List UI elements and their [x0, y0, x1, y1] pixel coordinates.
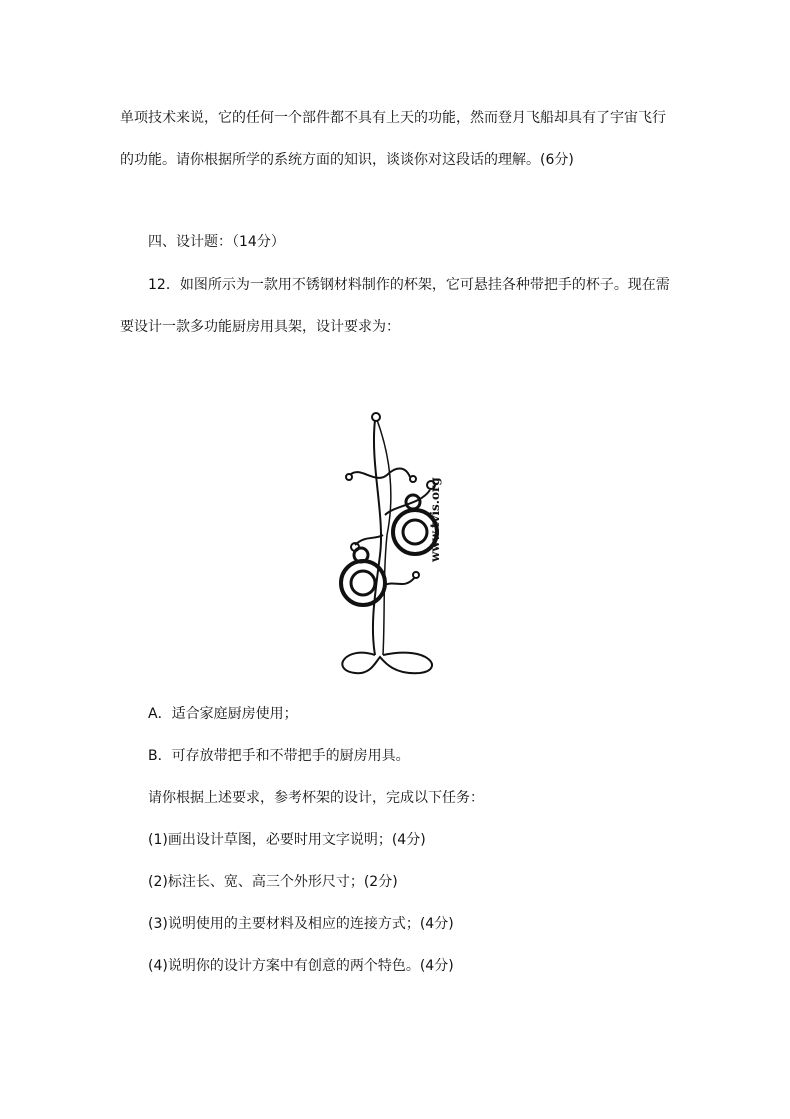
section-heading: 四、设计题：（14分）	[148, 234, 285, 250]
task-item: (1)画出设计草图，必要时用文字说明；(4分)	[148, 832, 426, 848]
question-line: 12．如图所示为一款用不锈钢材料制作的杯架，它可悬挂各种带把手的杯子。现在需	[148, 277, 670, 293]
instruction: 请你根据上述要求，参考杯架的设计，完成以下任务：	[148, 790, 484, 806]
paragraph-line: 单项技术来说，它的任何一个部件都不具有上天的功能，然而登月飞船却具有了宇宙飞行	[120, 110, 666, 126]
requirement-b: B．可存放带把手和不带把手的厨房用具。	[148, 748, 410, 764]
task-item: (4)说明你的设计方案中有创意的两个特色。(4分)	[148, 958, 454, 974]
watermark: www.tvis.org	[428, 477, 442, 562]
requirement-a: A．适合家庭厨房使用；	[148, 706, 298, 722]
task-item: (3)说明使用的主要材料及相应的连接方式；(4分)	[148, 916, 454, 932]
paragraph-line: 的功能。请你根据所学的系统方面的知识，谈谈你对这段话的理解。(6分)	[120, 152, 574, 168]
question-line: 要设计一款多功能厨房用具架，设计要求为：	[120, 319, 400, 335]
task-item: (2)标注长、宽、高三个外形尺寸；(2分)	[148, 874, 398, 890]
cup-rack-figure	[325, 405, 465, 685]
